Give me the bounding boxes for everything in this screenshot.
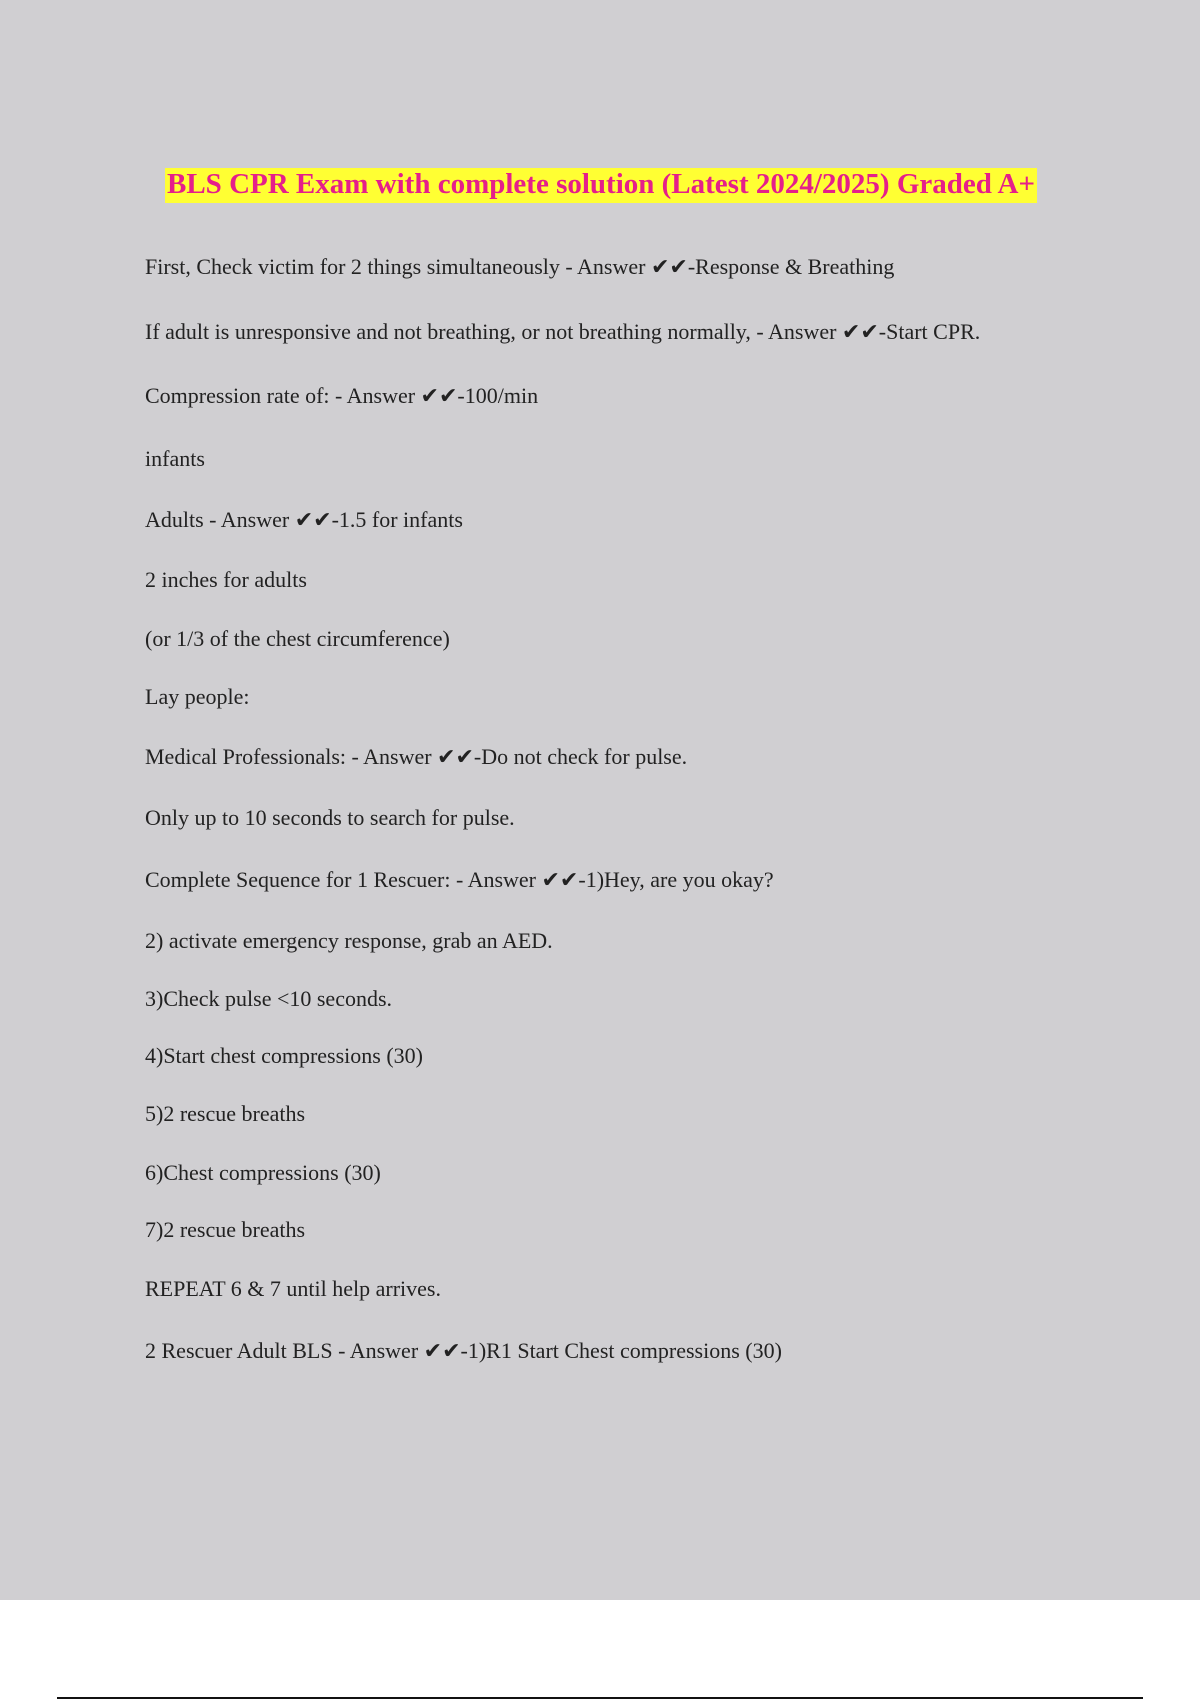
question-compression-rate: Compression rate of: - Answer ✔✔-100/min [145,383,539,408]
page-footer [0,1600,1200,1700]
document-title: BLS CPR Exam with complete solution (Latest 2024/2025) Graded A+ [165,168,1037,203]
question-start-cpr: If adult is unresponsive and not breathing, or not breathing normally, - Answer ✔✔-Start CPR. [145,319,981,344]
question-compression-depth: Adults - Answer ✔✔-1.5 for infants [145,507,463,532]
text-line-lay-people: Lay people: [145,684,250,709]
question-one-rescuer-sequence: Complete Sequence for 1 Rescuer: - Answer ✔✔-1)Hey, are you okay? [145,867,774,892]
sequence-step-5: 5)2 rescue breaths [145,1101,306,1126]
sequence-step-3: 3)Check pulse <10 seconds. [145,986,393,1011]
sequence-step-6: 6)Chest compressions (30) [145,1160,381,1185]
sequence-step-7: 7)2 rescue breaths [145,1217,306,1242]
text-line-chest-circumference: (or 1/3 of the chest circumference) [145,626,450,651]
footer-divider [57,1697,1143,1699]
question-medical-professionals: Medical Professionals: - Answer ✔✔-Do not check for pulse. [145,744,688,769]
text-line-pulse-search: Only up to 10 seconds to search for pulse. [145,805,515,830]
text-line-infants: infants [145,446,205,471]
question-response-breathing: First, Check victim for 2 things simultaneously - Answer ✔✔-Response & Breathing [145,254,895,279]
text-line-adult-depth: 2 inches for adults [145,567,307,592]
sequence-step-2: 2) activate emergency response, grab an AED. [145,928,553,953]
sequence-step-4: 4)Start chest compressions (30) [145,1043,423,1068]
question-two-rescuer-adult: 2 Rescuer Adult BLS - Answer ✔✔-1)R1 Start Chest compressions (30) [145,1338,782,1363]
sequence-repeat-note: REPEAT 6 & 7 until help arrives. [145,1276,441,1301]
